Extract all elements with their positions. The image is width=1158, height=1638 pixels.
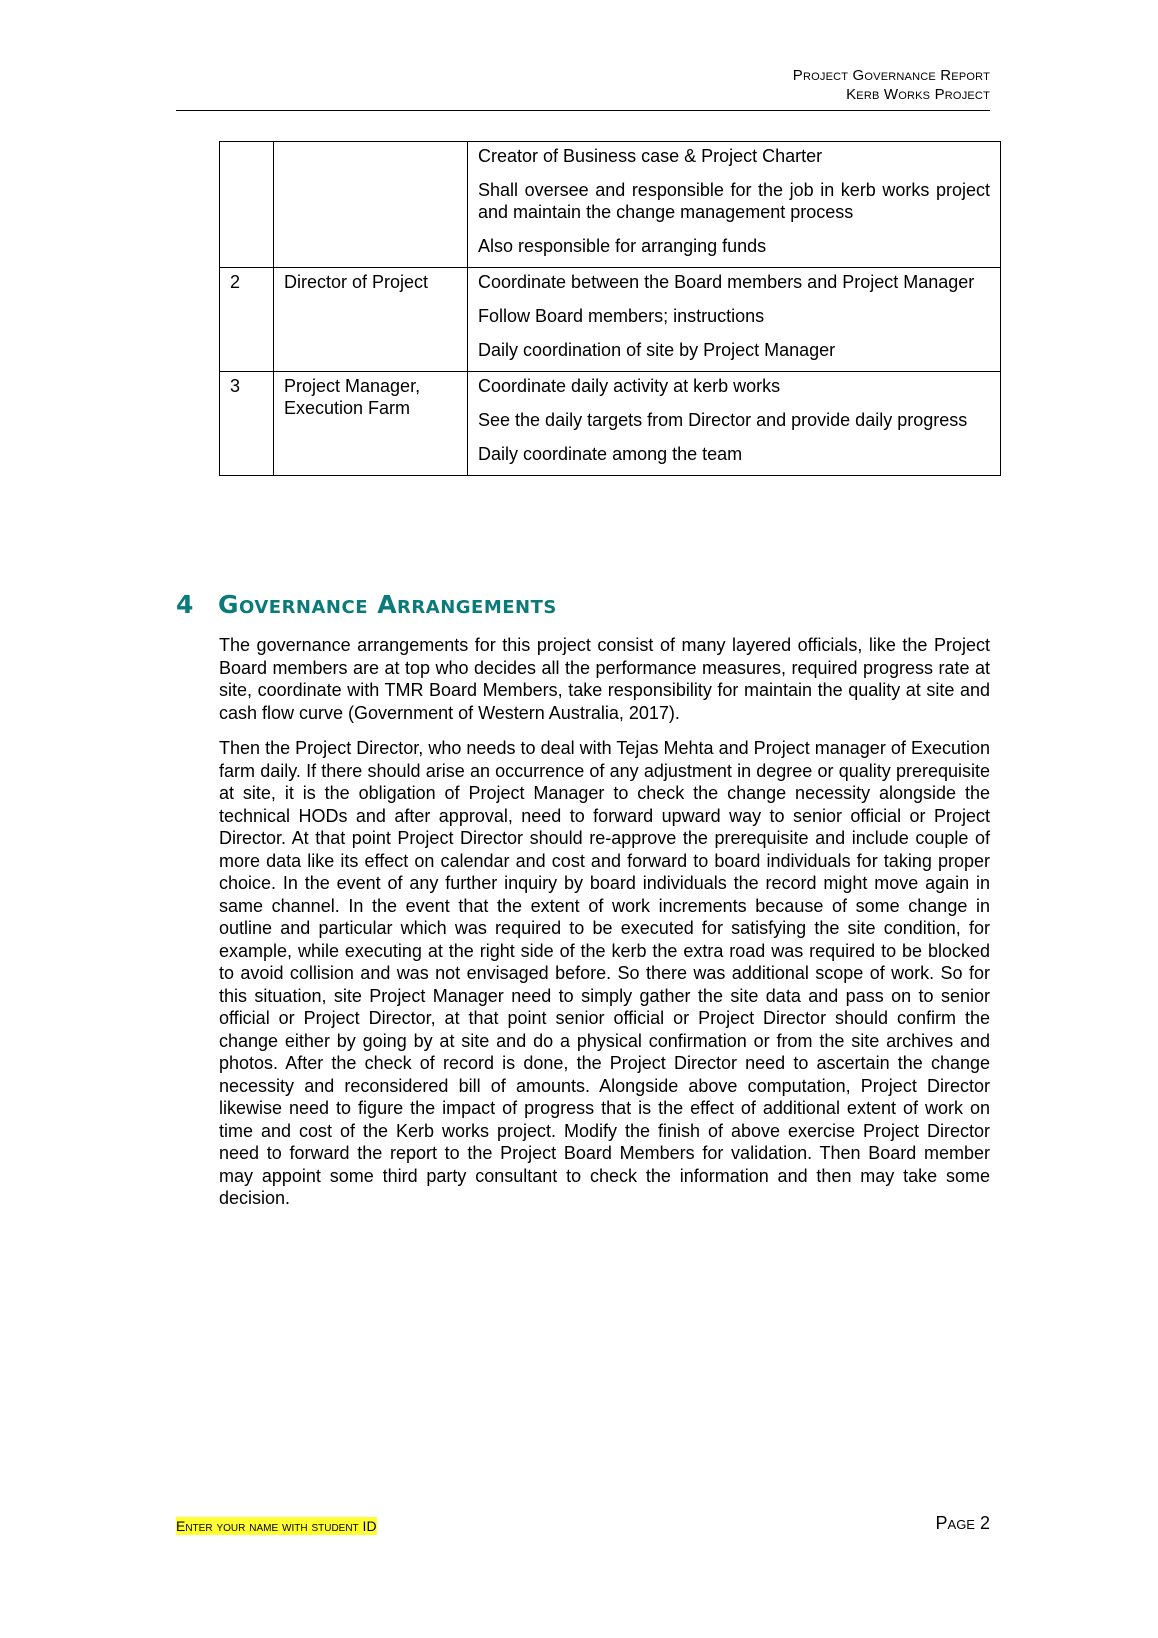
section-number: 4 xyxy=(176,590,194,619)
body-paragraph: Then the Project Director, who needs to deal with Tejas Mehta and Project manager of Execution farm daily. If there should arise an occurrence of any adjustment in degree or quality prerequisite at site, it is the obligation of Project Manager to check the change necessity alongside the technical HODs and after approval, need to forward upward way to senior official or Project Director. At that point Project Director should re-approve the prerequisite and include couple of more data like its effect on calendar and cost and forward to board individuals for taking proper choice. In the event of any further inquiry by board individuals the record might move again in same channel. In the event that the extent of work increments because of some change in outline and particular which was required to be executed for satisfying the site condition, for example, while executing at the right side of the kerb the extra road was required to be blocked to avoid collision and was not envisaged before. So there was additional scope of work. So for this situation, site Project Manager need to simply gather the site data and pass on to senior official or Project Director, at that point senior official or Project Director should confirm the change either by going by at site and do a physical confirmation or from the site archives and photos. After the check of record is done, the Project Director need to ascertain the change necessity and reconsidered bill of amounts. Alongside above computation, Project Director likewise need to figure the impact of progress that is the effect of additional extent of work on time and cost of the Kerb works project. Modify the finish of above exercise Project Director need to forward the report to the Project Board Members for validation. Then Board member may appoint some third party consultant to check the information and then may take some decision. xyxy=(219,738,990,1208)
row-role: Project Manager, Execution Farm xyxy=(274,372,468,476)
responsibility-item: Coordinate between the Board members and Project Manager xyxy=(478,272,975,292)
row-number xyxy=(220,142,274,268)
section-body xyxy=(219,634,990,1223)
section-title: Governance Arrangements xyxy=(218,590,557,619)
row-role: Director of Project xyxy=(274,268,468,372)
row-responsibilities xyxy=(468,142,1001,268)
responsibility-item: Shall oversee and responsible for the job in kerb works project and maintain the change management process xyxy=(478,180,990,222)
header-divider xyxy=(176,110,990,111)
responsibility-item: Creator of Business case & Project Charter xyxy=(478,146,823,166)
responsibility-item: Daily coordination of site by Project Manager xyxy=(478,340,836,360)
row-responsibilities xyxy=(468,372,1001,476)
table-row xyxy=(220,268,1001,372)
row-role xyxy=(274,142,468,268)
body-paragraph: The governance arrangements for this project consist of many layered officials, like the Project Board members are at top who decides all the performance measures, required progress rate at site, coordinate with TMR Board Members, take responsibility for maintain the quality at site and cash flow curve (Government of Western Australia, 2017). xyxy=(219,635,990,723)
responsibility-item: Follow Board members; instructions xyxy=(478,306,765,326)
footer-page-number: Page 2 xyxy=(935,1513,990,1533)
page-header xyxy=(176,66,990,104)
row-responsibilities xyxy=(468,268,1001,372)
header-report-title: Project Governance Report xyxy=(792,67,990,84)
responsibility-item: Coordinate daily activity at kerb works xyxy=(478,376,781,396)
table-row xyxy=(220,372,1001,476)
row-number: 3 xyxy=(220,372,274,476)
responsibility-item: Daily coordinate among the team xyxy=(478,444,743,464)
roles-table xyxy=(219,141,1001,476)
header-project-name: Kerb Works Project xyxy=(846,86,990,103)
table-row xyxy=(220,142,1001,268)
responsibility-item: Also responsible for arranging funds xyxy=(478,236,767,256)
section-heading xyxy=(176,590,990,619)
footer-student-placeholder: Enter your name with student ID xyxy=(176,1518,377,1534)
row-number: 2 xyxy=(220,268,274,372)
responsibility-item: See the daily targets from Director and provide daily progress xyxy=(478,410,968,430)
